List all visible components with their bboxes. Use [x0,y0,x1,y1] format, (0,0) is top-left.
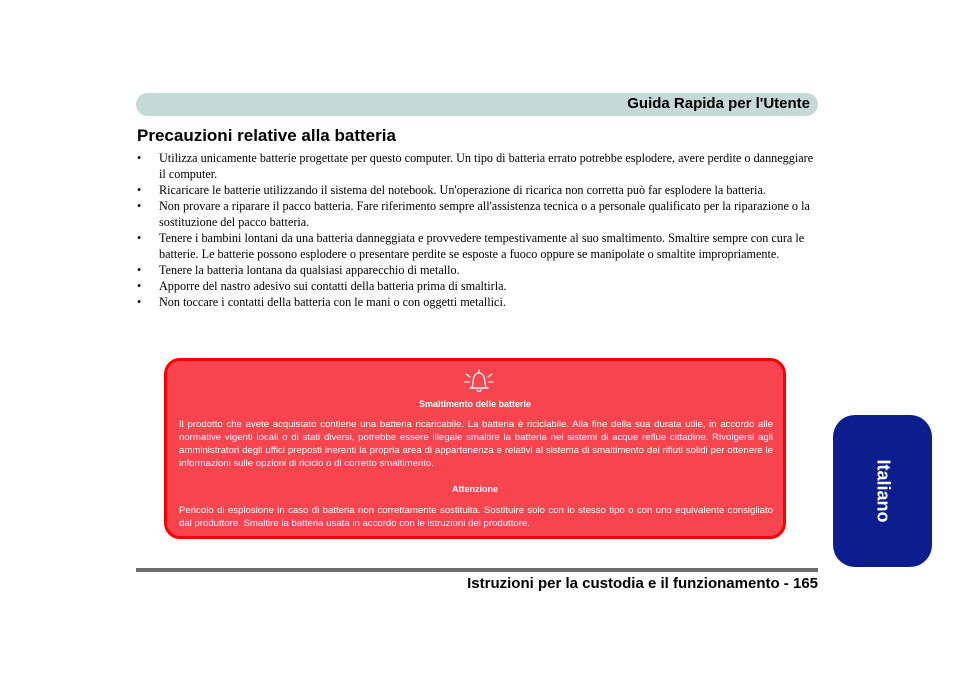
footer-rule [136,568,818,572]
bullet-glyph: • [137,199,142,213]
bullet-list [137,150,817,310]
list-item: • Apporre del nastro adesivo sui contatti della batteria prima di smaltirla. [137,279,507,293]
header-title: Guida Rapida per l'Utente [627,95,810,112]
list-item: • Non provare a riparare il pacco batteria. Fare riferimento sempre all'assistenza tecnica o a personale qualificato per la riparazione o la sostituzione del pacco batteria. [137,199,810,229]
header-bar [136,93,818,116]
bullet-glyph: • [137,279,142,293]
disposal-heading: Smaltimento delle batterie [418,399,532,409]
list-item: • Ricaricare le batterie utilizzando il sistema del notebook. Un'operazione di ricarica non corretta può far esplodere la batteria. [137,183,766,197]
disposal-text: Il prodotto che avete acquistato contiene una batteria ricaricabile. La batteria è riciclabile. Alla fine della sua durata utile, in accordo alle normative vigenti locali o di stati diversi, potrebbe essere illegale smaltire la batteria nei sistemi di acque reflue cittadine. Rivolgersi agli amministratori degli uffici preposti inerenti la propria area di appartenenza e relativi al sistema di smaltimento dei rifiuti solidi per ottenere le informazioni sulle opzioni di riciclo o di corretto smaltimento. [179,419,773,469]
caution-heading: Attenzione [452,484,498,494]
bullet-glyph: • [137,295,142,309]
list-item: • Utilizza unicamente batterie progettate per questo computer. Un tipo di batteria errato potrebbe esplodere, avere perdite o danneggiare il computer. [137,151,814,181]
language-tab-label: Italiano [873,459,893,523]
list-item: • Non toccare i contatti della batteria con le mani o con oggetti metallici. [137,295,506,309]
bullet-glyph: • [137,263,142,277]
section-title: Precauzioni relative alla batteria [137,126,396,145]
list-item: • Tenere la batteria lontana da qualsiasi apparecchio di metallo. [137,263,460,277]
caution-text: Pericolo di esplosione in caso di batteria non correttamente sostituita. Sostituire solo con lo stesso tipo o con uno equivalente consigliato dal produttore. Smaltire la batteria usata in accordo con le istruzioni del produttore. [179,505,773,529]
alarm-bell-icon [462,368,496,394]
list-item: • Tenere i bambini lontani da una batteria danneggiata e provvedere tempestivamente al suo smaltimento. Smaltire sempre con cura le batterie. Le batterie possono esplodere o presentare perdite se esposte a fuoco oppure se manipolate o smaltite impropriamente. [137,231,805,261]
bullet-glyph: • [137,231,142,245]
footer-text: Istruzioni per la custodia e il funzionamento - 165 [467,575,818,592]
language-tab [833,415,932,567]
battery-warning-box [164,358,786,539]
bullet-glyph: • [137,151,142,165]
bullet-glyph: • [137,183,142,197]
